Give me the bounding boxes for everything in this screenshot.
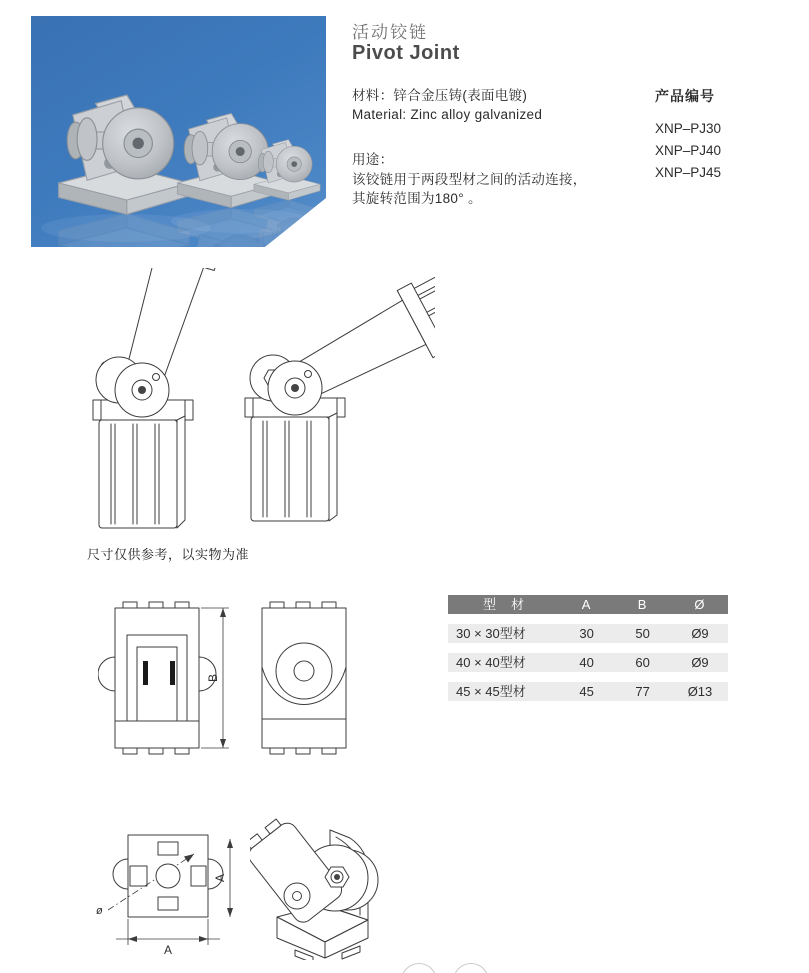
- table-row: 40 × 40型材 40 60 Ø9: [448, 653, 728, 672]
- usage-line1: 该铰链用于两段型材之间的活动连接，: [352, 172, 587, 187]
- product-code: XNP–PJ40: [655, 143, 722, 158]
- product-code: XNP–PJ30: [655, 121, 722, 136]
- dim-label-A-width: A: [164, 943, 173, 957]
- footer-circle: [453, 963, 489, 973]
- product-code-list: [655, 118, 721, 184]
- front-view-drawing: [98, 593, 243, 763]
- usage-label: 用途：: [352, 152, 394, 167]
- material-en: Material: Zinc alloy galvanized: [352, 107, 543, 122]
- assembly-drawing-left: [85, 268, 235, 535]
- assembly-drawing-right: [235, 270, 435, 528]
- page-title-en: Pivot Joint: [352, 42, 460, 64]
- col-header-profile: 型 材: [482, 597, 525, 612]
- table-header-row: [448, 595, 728, 614]
- dimension-note: 尺寸仅供参考，以实物为准: [87, 547, 250, 562]
- side-view-drawing: [252, 593, 357, 763]
- spec-table: [448, 595, 728, 711]
- table-row: 30 × 30型材 30 50 Ø9: [448, 624, 728, 643]
- dim-label-A-depth: A: [213, 873, 227, 882]
- dim-label-diameter: ø: [96, 905, 103, 917]
- top-view-drawing: [90, 826, 250, 966]
- isometric-drawing: [250, 795, 440, 960]
- material-zh: 材料：锌合金压铸(表面电镀): [352, 88, 528, 103]
- col-header-diameter: Ø: [694, 597, 706, 612]
- usage-line2: 其旋转范围为180° 。: [352, 191, 482, 206]
- col-header-B: B: [637, 597, 648, 612]
- pivot-joints-photo-illustration: [31, 16, 326, 247]
- dim-label-B: B: [206, 673, 220, 682]
- product-code-label: 产品编号: [655, 88, 715, 104]
- page-title-zh: 活动铰链: [352, 23, 428, 42]
- product-photo: [31, 16, 326, 247]
- product-code: XNP–PJ45: [655, 165, 722, 180]
- footer-circle: [401, 963, 437, 973]
- table-row: 45 × 45型材 45 77 Ø13: [448, 682, 728, 701]
- col-header-A: A: [581, 597, 592, 612]
